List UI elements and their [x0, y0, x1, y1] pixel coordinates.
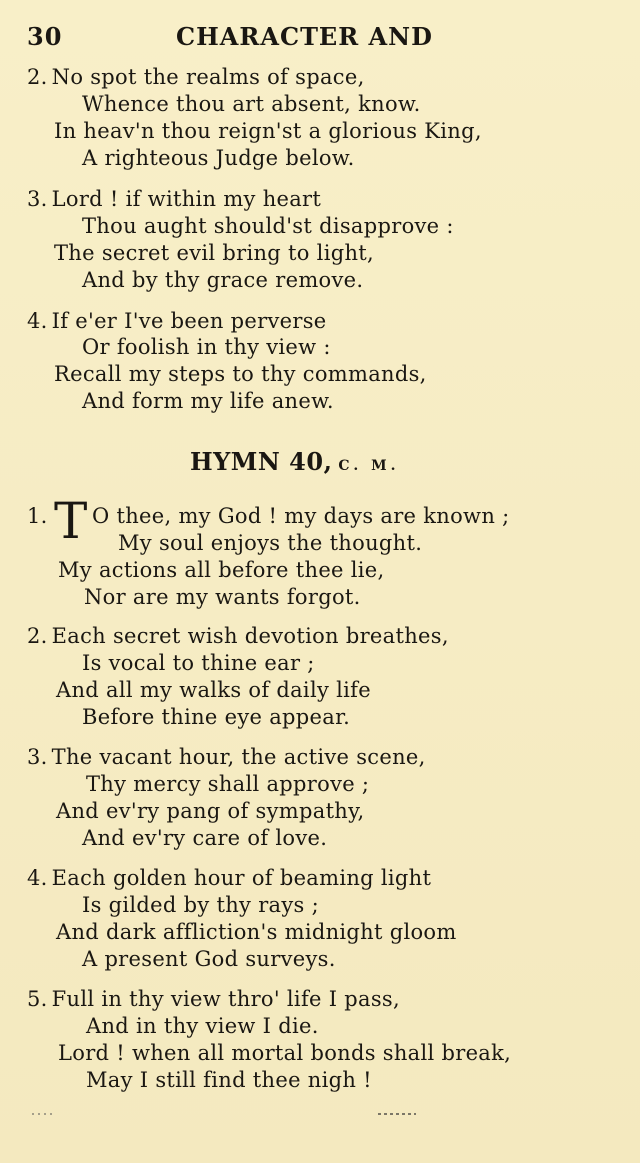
stanza-number: 2. — [27, 624, 48, 648]
page-number: 30 — [27, 22, 63, 51]
stanza-number: 3. — [27, 187, 48, 211]
stanza-number: 5. — [27, 987, 48, 1011]
stanza-number: 4. — [27, 866, 48, 890]
stanza-number: 2. — [27, 65, 48, 89]
stanza-line — [27, 308, 327, 334]
stanza-line: And in thy view I die. — [86, 1014, 319, 1038]
stanza-line: In heav'n thou reign'st a glorious King, — [54, 119, 482, 143]
hymn-meter: C. M. — [338, 458, 400, 474]
stanza-line: And ev'ry pang of sympathy, — [56, 799, 365, 823]
stanza-line: Recall my steps to thy commands, — [54, 362, 427, 386]
stanza-line: Nor are my wants forgot. — [84, 585, 361, 609]
verse-text: Full in thy view thro' life I pass, — [51, 987, 400, 1011]
stanza-line: Lord ! when all mortal bonds shall break, — [58, 1041, 512, 1065]
stanza-line: Is vocal to thine ear ; — [82, 651, 315, 675]
stanza-line: A righteous Judge below. — [82, 146, 355, 170]
stanza-number: 3. — [27, 745, 48, 769]
stanza-line: My actions all before thee lie, — [58, 558, 385, 582]
stanza-line: And by thy grace remove. — [82, 268, 364, 292]
stanza-line — [27, 744, 426, 770]
stanza-line: O thee, my God ! my days are known ; — [92, 504, 510, 528]
stanza-line — [27, 986, 400, 1012]
stanza-line: The secret evil bring to light, — [54, 241, 374, 265]
stanza-line: And form my life anew. — [82, 389, 334, 413]
verse-text: Each secret wish devotion breathes, — [51, 624, 449, 648]
printer-mark-right — [376, 1110, 420, 1118]
verse-text: If e'er I've been perverse — [51, 309, 327, 333]
hymn-title — [190, 447, 399, 476]
stanza-line: And ev'ry care of love. — [82, 826, 328, 850]
stanza-line — [27, 865, 431, 891]
stanza-line: And dark affliction's midnight gloom — [56, 920, 457, 944]
hymn-number: HYMN 40, — [190, 447, 333, 476]
verse-text: Lord ! if within my heart — [51, 187, 322, 211]
verse-text: Each golden hour of beaming light — [51, 866, 432, 890]
stanza-number: 4. — [27, 309, 48, 333]
stanza-line: Or foolish in thy view : — [82, 335, 331, 359]
stanza-line: May I still find thee nigh ! — [86, 1068, 372, 1092]
stanza-line — [27, 64, 365, 90]
stanza-line: Before thine eye appear. — [82, 705, 351, 729]
running-title: CHARACTER AND — [176, 22, 433, 51]
stanza-line: And all my walks of daily life — [56, 678, 371, 702]
stanza-line: My soul enjoys the thought. — [118, 531, 423, 555]
stanza-line: Thou aught should'st disapprove : — [82, 214, 454, 238]
stanza-line — [27, 623, 449, 649]
verse-text: No spot the realms of space, — [51, 65, 365, 89]
printer-mark-left — [30, 1110, 60, 1118]
verse-text: The vacant hour, the active scene, — [51, 745, 426, 769]
stanza-line: Thy mercy shall approve ; — [86, 772, 370, 796]
drop-cap: T — [54, 492, 88, 550]
stanza-line: Is gilded by thy rays ; — [82, 893, 319, 917]
stanza-line: A present God surveys. — [82, 947, 336, 971]
stanza-line — [27, 186, 321, 212]
stanza-number: 1. — [27, 504, 48, 528]
stanza-line: Whence thou art absent, know. — [82, 92, 421, 116]
